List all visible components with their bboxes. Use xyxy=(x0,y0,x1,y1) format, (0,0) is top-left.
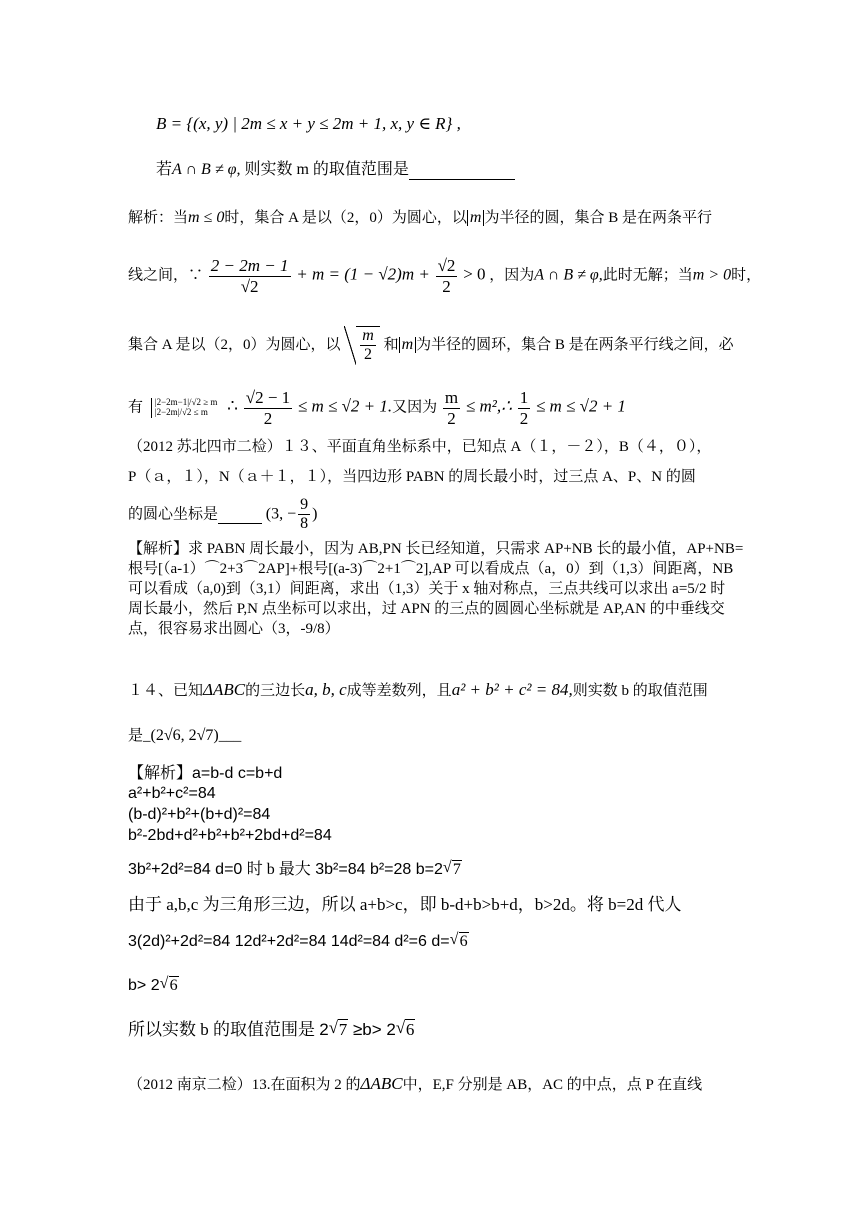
q14-solution-4: b²-2bd+d²+b²+b²+2bd+d²=84 xyxy=(128,827,332,844)
fraction: $\frac{√2}{2}$ xyxy=(437,256,456,296)
q14-conclusion: 所以实数 b 的取值范围是 2√ 7 ≥b> 2√ 6 xyxy=(128,1020,415,1040)
square-root: √ 6 xyxy=(396,1020,416,1040)
q14-solution-7: 3(2d)²+2d²=84 12d²+2d²=84 14d²=84 d²=6 d=√ 6 xyxy=(128,932,469,951)
q13-solution-2: 根号[（a-1）⌒2+3⌒2AP]+根号[(a-3)⌒2+1⌒2],AP 可以看成点（a，0）到（1,3）间距离，NB xyxy=(128,561,734,577)
q14-solution-1: 【解析】a=b-d c=b+d xyxy=(128,765,283,782)
q13-solution-3: 可以看成（a,0)到（3,1）间距离，求出（1,3）关于 x 轴对称点，三点共线可以求出 a=5/2 时 xyxy=(128,581,726,597)
solution-line-1: 解析：当m ≤ 0时，集合 A 是以（2，0）为圆心，以 m 为半径的圆，集合 B 是在两条平行 xyxy=(128,209,712,226)
q14-solution-5: 3b²+2d²=84 d=0 时 b 最大 3b²=84 b²=28 b=2√ 7 xyxy=(128,860,462,879)
square-root xyxy=(344,326,380,365)
fraction: $\frac{√2 - 1}{2}$ xyxy=(245,388,291,428)
q14-solution-3: (b-d)²+b²+(b+d)²=84 xyxy=(128,806,271,823)
q14-line-2: 是_(2√6, 2√7)___ xyxy=(128,727,242,744)
set-b-definition: B = {(x, y) | 2m ≤ x + y ≤ 2m + 1, x, y ∈ R} , xyxy=(156,114,461,133)
q14-line-1: １４、已知ΔABC的三边长a, b, c成等差数列，且a² + b² + c² = 84,则实数 b 的取值范围 xyxy=(128,680,708,699)
q13-nanjing-line-1: （2012 南京二检）13.在面积为 2 的ΔABC中，E,F 分别是 AB，AC 的中点，点 P 在直线 xyxy=(128,1074,703,1093)
fraction: $\frac{m}{2}$ xyxy=(444,388,459,428)
q14-solution-2: a²+b²+c²=84 xyxy=(128,785,216,802)
q14-solution-8: b> 2√ 6 xyxy=(128,976,179,995)
q13-line-2: P（ａ，１），N（ａ＋１，１），当四边形 PABN 的周长最小时，过三点 A、P、N 的圆 xyxy=(128,469,696,485)
fraction: $\frac{9}{8}$ xyxy=(300,496,309,533)
q13-solution-5: 点，很容易求出圆心（3，-9/8） xyxy=(128,621,340,637)
q13-line-1: （2012 苏北四市二检）１３、平面直角坐标系中，已知点 A（１，－２），B（４，０）， xyxy=(128,439,712,455)
answer-blank xyxy=(218,505,262,524)
q13-solution-1: 【解析】求 PABN 周长最小，因为 AB,PN 长已经知道，只需求 AP+NB 长的最小值，AP+NB= xyxy=(128,541,744,557)
square-root: √ 7 xyxy=(329,1020,349,1040)
fraction: $\frac{1}{2}$ xyxy=(519,388,529,428)
answer-blank xyxy=(409,160,515,180)
square-root: √ 6 xyxy=(450,932,469,951)
q13-solution-4: 周长最小，然后 P,N 点坐标可以求出，过 APN 的三点的圆圆心坐标就是 AP,AN 的中垂线交 xyxy=(128,601,725,617)
q14-solution-6: 由于 a,b,c 为三角形三边，所以 a+b>c，即 b-d+b>b+d，b>2d。将 b=2d 代人 xyxy=(128,895,682,914)
q13-line-3: 的圆心坐标是 (3, − $\frac{9}{8}$ ) xyxy=(128,496,318,533)
solution-line-3: 集合 A 是以（2，0）为圆心，以 $\frac{m}{2}$ 和 m 为半径的圆环，集合 B 是在两条平行线之间，必 xyxy=(128,327,734,364)
question-condition-line: 若A ∩ B ≠ φ, 则实数 m 的取值范围是 xyxy=(156,160,515,180)
solution-line-4: 有 |2−2m−1|/√2 ≥ m |2−2m|/√2 ≤ m ∴ $\frac{√2 - 1}{2}$ ≤ m ≤ √2 + 1.又因为 $\frac{m}{2}$ ≤ m²,∴ $\frac{1}{2}$ ≤ m ≤ √2 + 1 xyxy=(128,388,626,428)
solution-line-2: 线之间，∵ $\frac{2 - 2m - 1}{√2}$ + m = (1 − √2)m + $\frac{√2}{2}$ > 0 ，因为A ∩ B ≠ φ,此时无解；当m > 0时， xyxy=(128,256,762,296)
inequality-system: |2−2m−1|/√2 ≥ m |2−2m|/√2 ≤ m xyxy=(151,398,218,418)
square-root: √ 6 xyxy=(160,976,179,995)
fraction: $\frac{2 - 2m - 1}{√2}$ xyxy=(210,256,289,296)
fraction: $\frac{m}{2}$ xyxy=(362,327,374,364)
square-root: √ 7 xyxy=(443,860,462,879)
